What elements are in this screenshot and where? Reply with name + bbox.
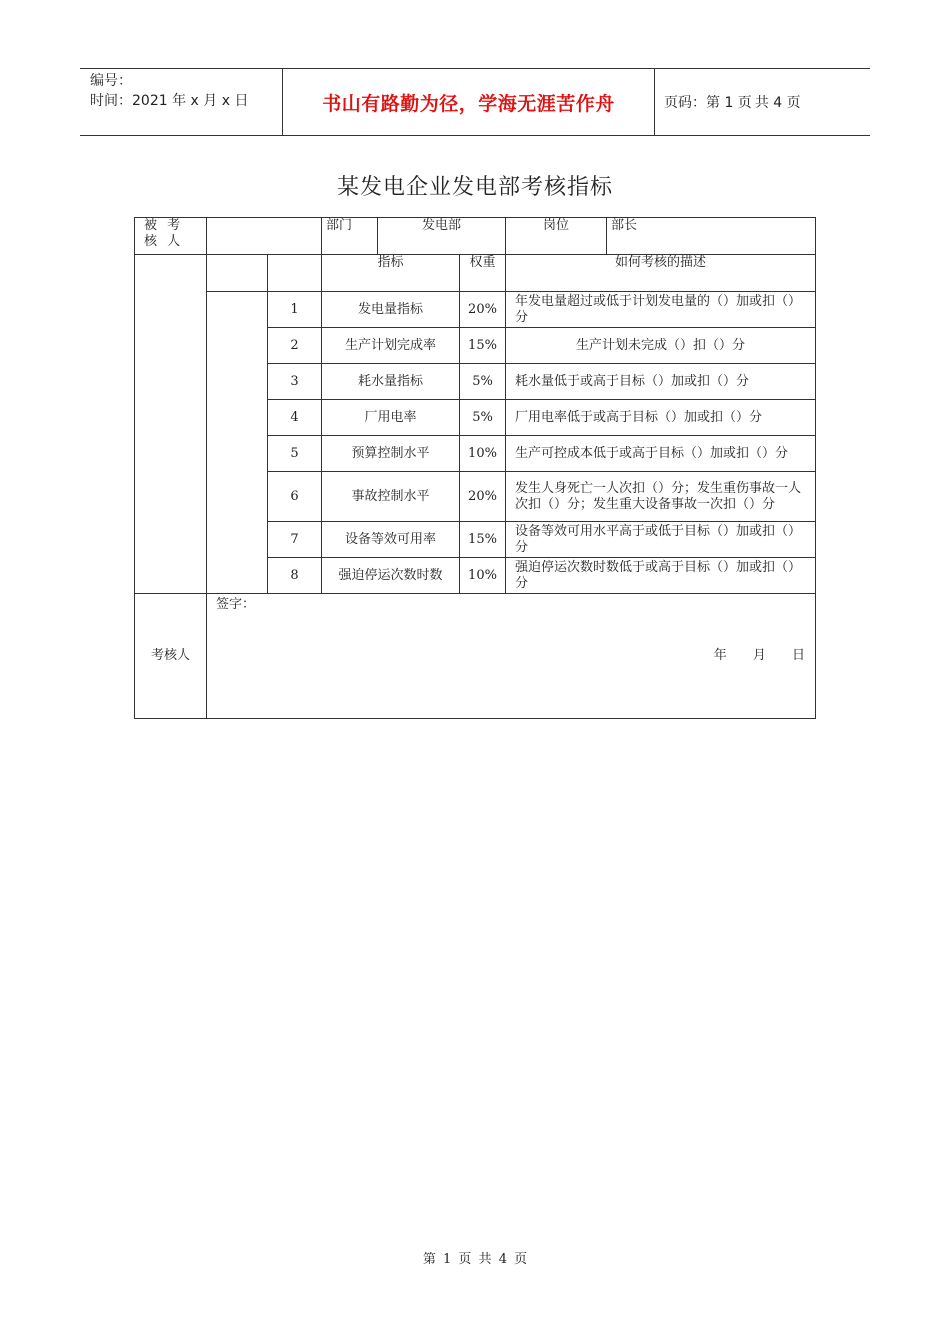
page-footer: 第 1 页 共 4 页 — [422, 1252, 528, 1267]
page-header — [80, 68, 870, 136]
row-description: 年发电量超过或低于计划发电量的（）加或扣（）分 — [506, 292, 816, 328]
row-number: 3 — [268, 364, 322, 400]
row-weight: 10% — [460, 558, 506, 594]
header-meta — [80, 69, 282, 135]
row-description: 发生人身死亡一人次扣（）分；发生重伤事故一人次扣（）分；发生重大设备事故一次扣（）分 — [506, 472, 816, 522]
blank-header-cell-a — [207, 255, 268, 292]
header-motto-cell — [282, 69, 655, 135]
left-blank-cell — [135, 255, 207, 594]
row-number: 5 — [268, 436, 322, 472]
signature-label: 签字： — [216, 597, 256, 612]
row-number: 1 — [268, 292, 322, 328]
row-indicator: 厂用电率 — [322, 400, 460, 436]
assessee-value — [207, 218, 322, 255]
row-indicator: 设备等效可用率 — [322, 522, 460, 558]
row-weight: 15% — [460, 522, 506, 558]
row-description: 耗水量低于或高于目标（）加或扣（）分 — [506, 364, 816, 400]
department-label: 部门 — [322, 218, 378, 255]
row-weight: 20% — [460, 472, 506, 522]
assessment-table — [134, 217, 816, 719]
header-motto: 书山有路勤为径，学海无涯苦作舟 — [322, 92, 615, 115]
row-description: 设备等效可用水平高于或低于目标（）加或扣（）分 — [506, 522, 816, 558]
page-number-label: 页码：第 1 页 — [664, 95, 752, 111]
column-header-description: 如何考核的描述 — [506, 255, 816, 292]
row-indicator: 生产计划完成率 — [322, 328, 460, 364]
column-header-indicator: 指标 — [322, 255, 460, 292]
page-total-label: 共 4 页 — [754, 95, 801, 111]
signature-area — [207, 594, 816, 719]
row-description: 生产计划未完成（）扣（）分 — [506, 328, 816, 364]
department-value: 发电部 — [378, 218, 506, 255]
table-row — [135, 292, 816, 328]
row-weight: 15% — [460, 328, 506, 364]
position-value: 部长 — [607, 218, 816, 255]
assessor-row — [135, 594, 816, 719]
row-weight: 5% — [460, 364, 506, 400]
row-number: 7 — [268, 522, 322, 558]
serial-number-label: 编号： — [90, 73, 132, 89]
position-label: 岗位 — [506, 218, 607, 255]
time-label: 时间：2021 年 x 月 x 日 — [90, 93, 249, 109]
row-description: 生产可控成本低于或高于目标（）加或扣（）分 — [506, 436, 816, 472]
document-title: 某发电企业发电部考核指标 — [336, 175, 613, 200]
row-weight: 10% — [460, 436, 506, 472]
blank-header-cell-b — [268, 255, 322, 292]
row-number: 2 — [268, 328, 322, 364]
row-weight: 20% — [460, 292, 506, 328]
blank-group-cell — [207, 292, 268, 594]
row-indicator: 事故控制水平 — [322, 472, 460, 522]
assessee-label: 被 考 核 人 — [135, 218, 207, 255]
row-indicator: 耗水量指标 — [322, 364, 460, 400]
column-header-row — [135, 255, 816, 292]
header-page-info — [655, 69, 870, 135]
signature-date: 年 月 日 — [713, 648, 806, 663]
row-number: 4 — [268, 400, 322, 436]
row-description: 强迫停运次数时数低于或高于目标（）加或扣（）分 — [506, 558, 816, 594]
row-indicator: 强迫停运次数时数 — [322, 558, 460, 594]
row-number: 6 — [268, 472, 322, 522]
assessor-label: 考核人 — [135, 594, 207, 719]
row-indicator: 发电量指标 — [322, 292, 460, 328]
row-number: 8 — [268, 558, 322, 594]
row-indicator: 预算控制水平 — [322, 436, 460, 472]
row-description: 厂用电率低于或高于目标（）加或扣（）分 — [506, 400, 816, 436]
assessee-row — [135, 218, 816, 255]
row-weight: 5% — [460, 400, 506, 436]
column-header-weight: 权重 — [460, 255, 506, 292]
